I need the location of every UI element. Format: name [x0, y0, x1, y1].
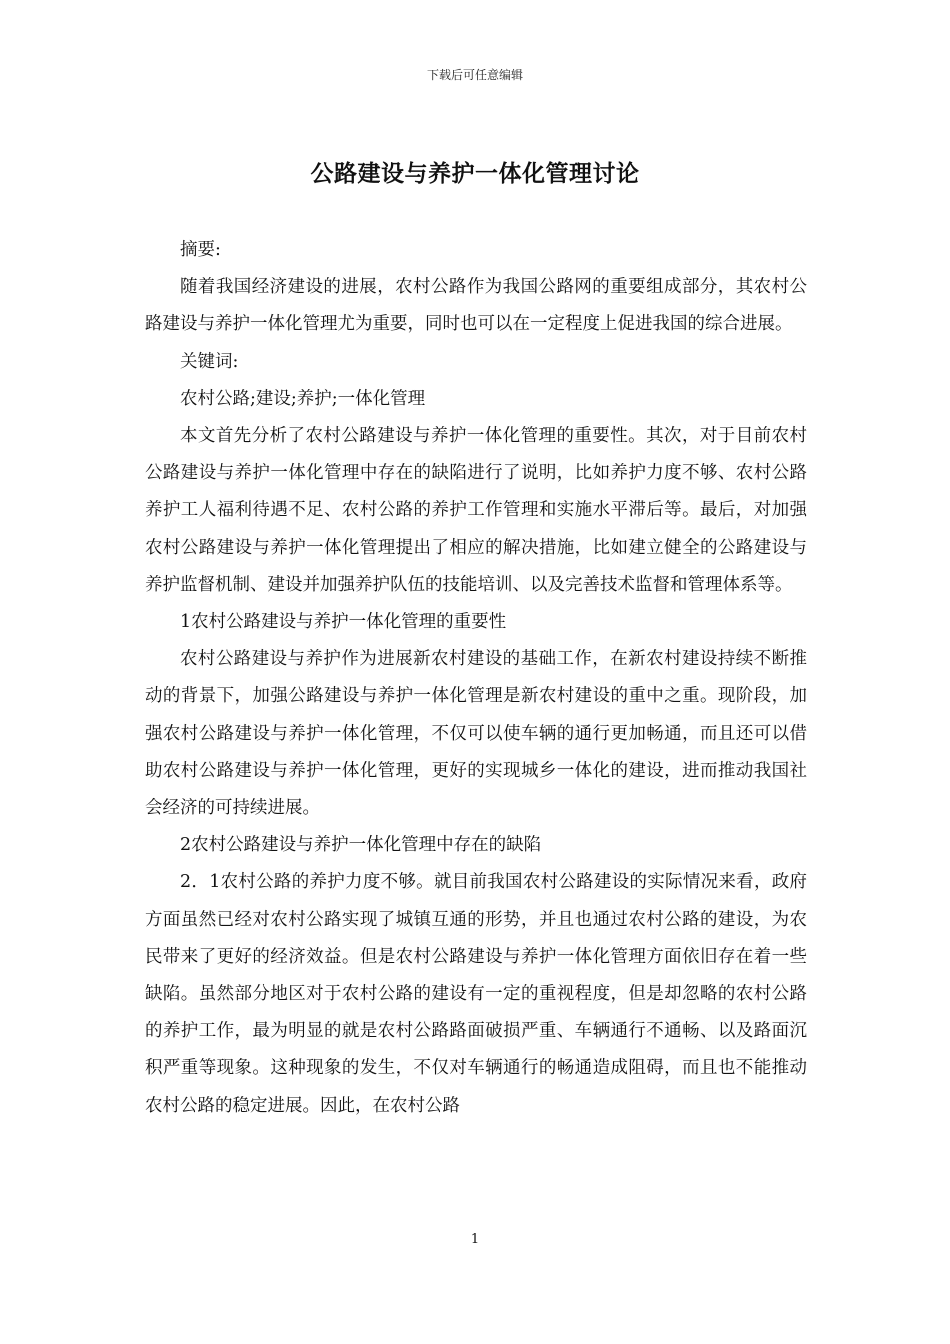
abstract-heading: 摘要:	[180, 240, 221, 260]
keywords-heading: 关键词:	[180, 351, 239, 372]
section-1-paragraph: 农村公路建设与养护作为进展新农村建设的基础工作，在新农村建设持续不断推动的背景下，加强公路建设与养护一体化管理是新农村建设的重中之重。现阶段，加强农村公路建设与养护一体化管理，不仅可以使车辆的通行更加畅通，而且还可以借助农村公路建设与养护一体化管理，更好的实现城乡一体化的建设，进而推动我国社会经济的可持续进展。	[145, 649, 807, 819]
section-heading-1: 1农村公路建设与养护一体化管理的重要性	[180, 612, 507, 633]
keywords-text: 农村公路;建设;养护;一体化管理	[180, 388, 426, 409]
section-heading-2: 2农村公路建设与养护一体化管理中存在的缺陷	[180, 835, 542, 856]
page-number: 1	[470, 1232, 480, 1247]
abstract-text: 随着我国经济建设的进展，农村公路作为我国公路网的重要组成部分，其农村公路建设与养护一体化管理尤为重要，同时也可以在一定程度上促进我国的综合进展。	[145, 277, 807, 335]
document-body	[145, 232, 807, 1125]
intro-paragraph: 本文首先分析了农村公路建设与养护一体化管理的重要性。其次，对于目前农村公路建设与养护一体化管理中存在的缺陷进行了说明，比如养护力度不够、农村公路养护工人福利待遇不足、农村公路的养护工作管理和实施水平滞后等。最后，对加强农村公路建设与养护一体化管理提出了相应的解决措施，比如建立健全的公路建设与养护监督机制、建设并加强养护队伍的技能培训、以及完善技术监督和管理体系等。	[145, 426, 807, 595]
section-2-1-paragraph: 2．1农村公路的养护力度不够。就目前我国农村公路建设的实际情况来看，政府方面虽然已经对农村公路实现了城镇互通的形势，并且也通过农村公路的建设，为农民带来了更好的经济效益。但是农村公路建设与养护一体化管理方面依旧存在着一些缺陷。虽然部分地区对于农村公路的建设有一定的重视程度，但是却忽略的农村公路的养护工作，最为明显的就是农村公路路面破损严重、车辆通行不通畅、以及路面沉积严重等现象。这种现象的发生，不仅对车辆通行的畅通造成阻碍，而且也不能推动农村公路的稳定进展。因此，在农村公路	[145, 872, 807, 1116]
header-note: 下载后可任意编辑	[426, 68, 523, 82]
document-title: 公路建设与养护一体化管理讨论	[310, 160, 640, 187]
